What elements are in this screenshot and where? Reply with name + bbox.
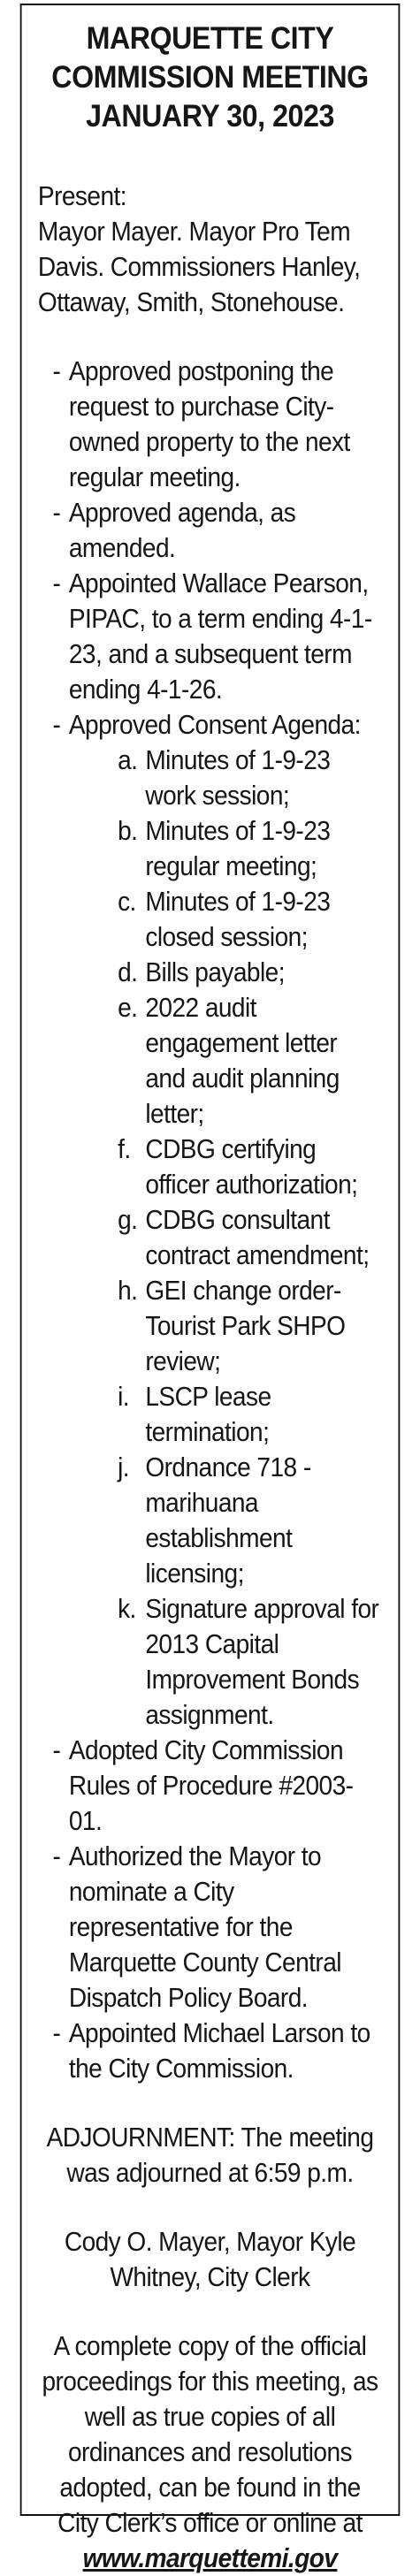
footer-text: A complete copy of the official proceedings for this meeting, as well as true copies of all ordinances and resolutions adopted, can be found in the City Clerk’s office or online at (42, 2331, 378, 2538)
item-marker: a. (118, 745, 138, 775)
item-text: GEI change order-Tourist Park SHPO review; (145, 1276, 346, 1376)
action-text: Approved Consent Agenda: (68, 710, 361, 740)
item-text: Minutes of 1-9-23 closed session; (145, 887, 331, 952)
item-text: Ordnance 718 - marihuana establishment licensing; (145, 1452, 311, 1589)
consent-item-c (85, 884, 382, 955)
dash-marker: - (52, 710, 61, 740)
present-label: Present: (37, 181, 127, 211)
item-text: 2022 audit engagement letter and audit planning letter; (145, 993, 340, 1129)
action-item (38, 495, 382, 566)
consent-item-h (85, 1273, 382, 1379)
consent-item-e (85, 990, 382, 1132)
title-line-1: MARQUETTE CITY (86, 21, 334, 56)
consent-item-b (85, 813, 382, 884)
action-text: Approved postponing the request to purchase City-owned property to the next regular meeting. (68, 356, 350, 492)
title-line-2: COMMISSION MEETING (51, 60, 369, 95)
item-text: Signature approval for 2013 Capital Improvement Bonds assignment. (145, 1594, 379, 1730)
item-marker: g. (118, 1205, 138, 1235)
action-list (38, 354, 382, 2086)
signatures-text: Cody O. Mayer, Mayor Kyle Whitney, City Clerk (64, 2227, 356, 2292)
item-marker: k. (118, 1594, 136, 1624)
item-text: Minutes of 1-9-23 regular meeting; (145, 816, 331, 881)
dash-marker: - (52, 2018, 61, 2048)
action-text: Appointed Wallace Pearson, PIPAC, to a term ending 4-1-23, and a subsequent term ending 4-1-26. (68, 568, 372, 705)
consent-item-f (85, 1132, 382, 1202)
attendance-section (38, 179, 382, 320)
dash-marker: - (52, 1735, 61, 1765)
consent-item-i (85, 1379, 382, 1450)
item-marker: j. (118, 1452, 130, 1482)
notice-title (38, 19, 382, 136)
title-line-3: JANUARY 30, 2023 (86, 99, 334, 133)
item-marker: b. (118, 816, 138, 846)
item-marker: e. (118, 993, 138, 1023)
item-text: CDBG consultant contract amendment; (145, 1205, 370, 1270)
footer-note (38, 2328, 382, 2576)
item-text: LSCP lease termination; (145, 1382, 271, 1447)
consent-item-j (85, 1450, 382, 1591)
action-text: Authorized the Mayor to nominate a City representative for the Marquette County Central Dispatch Policy Board. (68, 1841, 341, 2013)
action-text: Appointed Michael Larson to the City Commission. (68, 2018, 370, 2084)
consent-item-g (85, 1202, 382, 1273)
consent-item-a (85, 743, 382, 813)
adjournment-text: ADJOURNMENT: The meeting was adjourned at 6:59 p.m. (46, 2123, 374, 2188)
item-text: Minutes of 1-9-23 work session; (145, 745, 331, 811)
action-text: Adopted City Commission Rules of Procedure #2003-01. (68, 1735, 354, 1836)
item-marker: h. (118, 1276, 138, 1306)
dash-marker: - (52, 356, 61, 386)
item-marker: c. (118, 887, 136, 917)
item-text: CDBG certifying officer authorization; (145, 1134, 358, 1200)
dash-marker: - (52, 1841, 61, 1871)
consent-item-d (85, 955, 382, 990)
dash-marker: - (52, 568, 61, 598)
website-link[interactable]: www.marquettemi.gov (82, 2543, 338, 2573)
present-members: Mayor Mayer. Mayor Pro Tem Davis. Commissioners Hanley, Ottaway, Smith, Stonehouse. (37, 217, 361, 317)
action-item (38, 1733, 382, 1839)
action-text: Approved agenda, as amended. (68, 498, 296, 563)
consent-agenda-list (85, 743, 382, 1733)
meeting-notice (20, 4, 401, 2573)
action-item (38, 566, 382, 707)
item-text: Bills payable; (145, 957, 285, 987)
item-marker: d. (118, 957, 138, 987)
action-item (38, 2016, 382, 2086)
consent-item-k (85, 1591, 382, 1733)
dash-marker: - (52, 498, 61, 528)
action-item (38, 354, 382, 495)
item-marker: f. (118, 1134, 131, 1164)
action-item-consent-agenda (38, 707, 382, 1733)
item-marker: i. (118, 1382, 130, 1412)
action-item (38, 1839, 382, 2016)
